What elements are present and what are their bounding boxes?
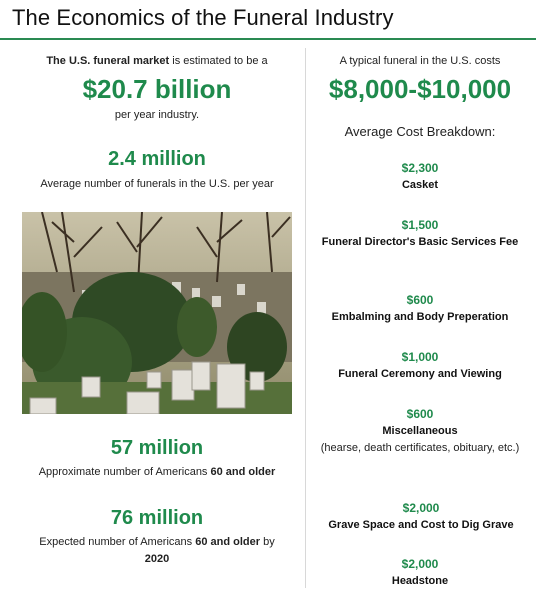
breakdown-item xyxy=(320,217,520,251)
item-amount: $1,000 xyxy=(401,350,439,364)
item-amount: $1,500 xyxy=(401,218,439,232)
typical-label: A typical funeral in the U.S. costs xyxy=(339,55,501,67)
market-intro-bold: The U.S. funeral market xyxy=(46,55,170,67)
item-label: Headstone xyxy=(391,575,449,587)
market-suffix: per year industry. xyxy=(114,109,200,121)
expected-label-pre: Expected number of Americans xyxy=(39,536,196,548)
cemetery-photo xyxy=(22,212,292,414)
cemetery-image xyxy=(22,212,292,414)
funerals-value: 2.4 million xyxy=(108,148,206,170)
funerals-label: Average number of funerals in the U.S. per year xyxy=(40,178,274,190)
item-label: Funeral Ceremony and Viewing xyxy=(338,368,502,380)
item-amount: $600 xyxy=(406,293,434,307)
americans60-value: 57 million xyxy=(110,437,204,459)
breakdown-item xyxy=(310,500,532,534)
column-divider xyxy=(305,48,306,588)
item-label: Funeral Director's Basic Services Fee xyxy=(321,236,519,248)
item-label: Grave Space and Cost to Dig Grave xyxy=(328,519,514,531)
page-title: The Economics of the Funeral Industry xyxy=(12,5,394,30)
item-amount: $2,000 xyxy=(401,557,439,571)
breakdown-item xyxy=(316,406,524,456)
item-amount: $2,000 xyxy=(402,501,440,515)
item-subtext: (hearse, death certificates, obituary, etc.) xyxy=(320,442,520,454)
americans60-label-bold: 60 and older xyxy=(210,466,276,478)
expected-label-bold: 60 and older xyxy=(195,536,261,548)
item-label: Embalming and Body Preperation xyxy=(331,311,509,323)
breakdown-item xyxy=(312,349,528,383)
item-label: Miscellaneous xyxy=(382,425,458,437)
americans60-label-pre: Approximate number of Americans xyxy=(38,466,211,478)
market-value: $20.7 billion xyxy=(82,74,232,104)
breakdown-heading: Average Cost Breakdown: xyxy=(344,124,496,139)
expected-label xyxy=(20,534,294,568)
typical-value: $8,000-$10,000 xyxy=(328,74,512,104)
market-intro-rest: is estimated to be a xyxy=(169,55,268,67)
header-bar xyxy=(0,0,536,40)
expected-label-mid: by xyxy=(260,536,275,548)
breakdown-item xyxy=(312,556,528,590)
market-intro xyxy=(12,53,302,70)
item-amount: $2,300 xyxy=(401,161,439,175)
breakdown-item xyxy=(312,160,528,194)
expected-value: 76 million xyxy=(110,507,204,529)
item-label: Casket xyxy=(401,179,439,191)
expected-label-year: 2020 xyxy=(144,553,170,565)
americans60-label xyxy=(12,464,302,481)
item-amount: $600 xyxy=(406,407,434,421)
breakdown-item xyxy=(312,292,528,326)
